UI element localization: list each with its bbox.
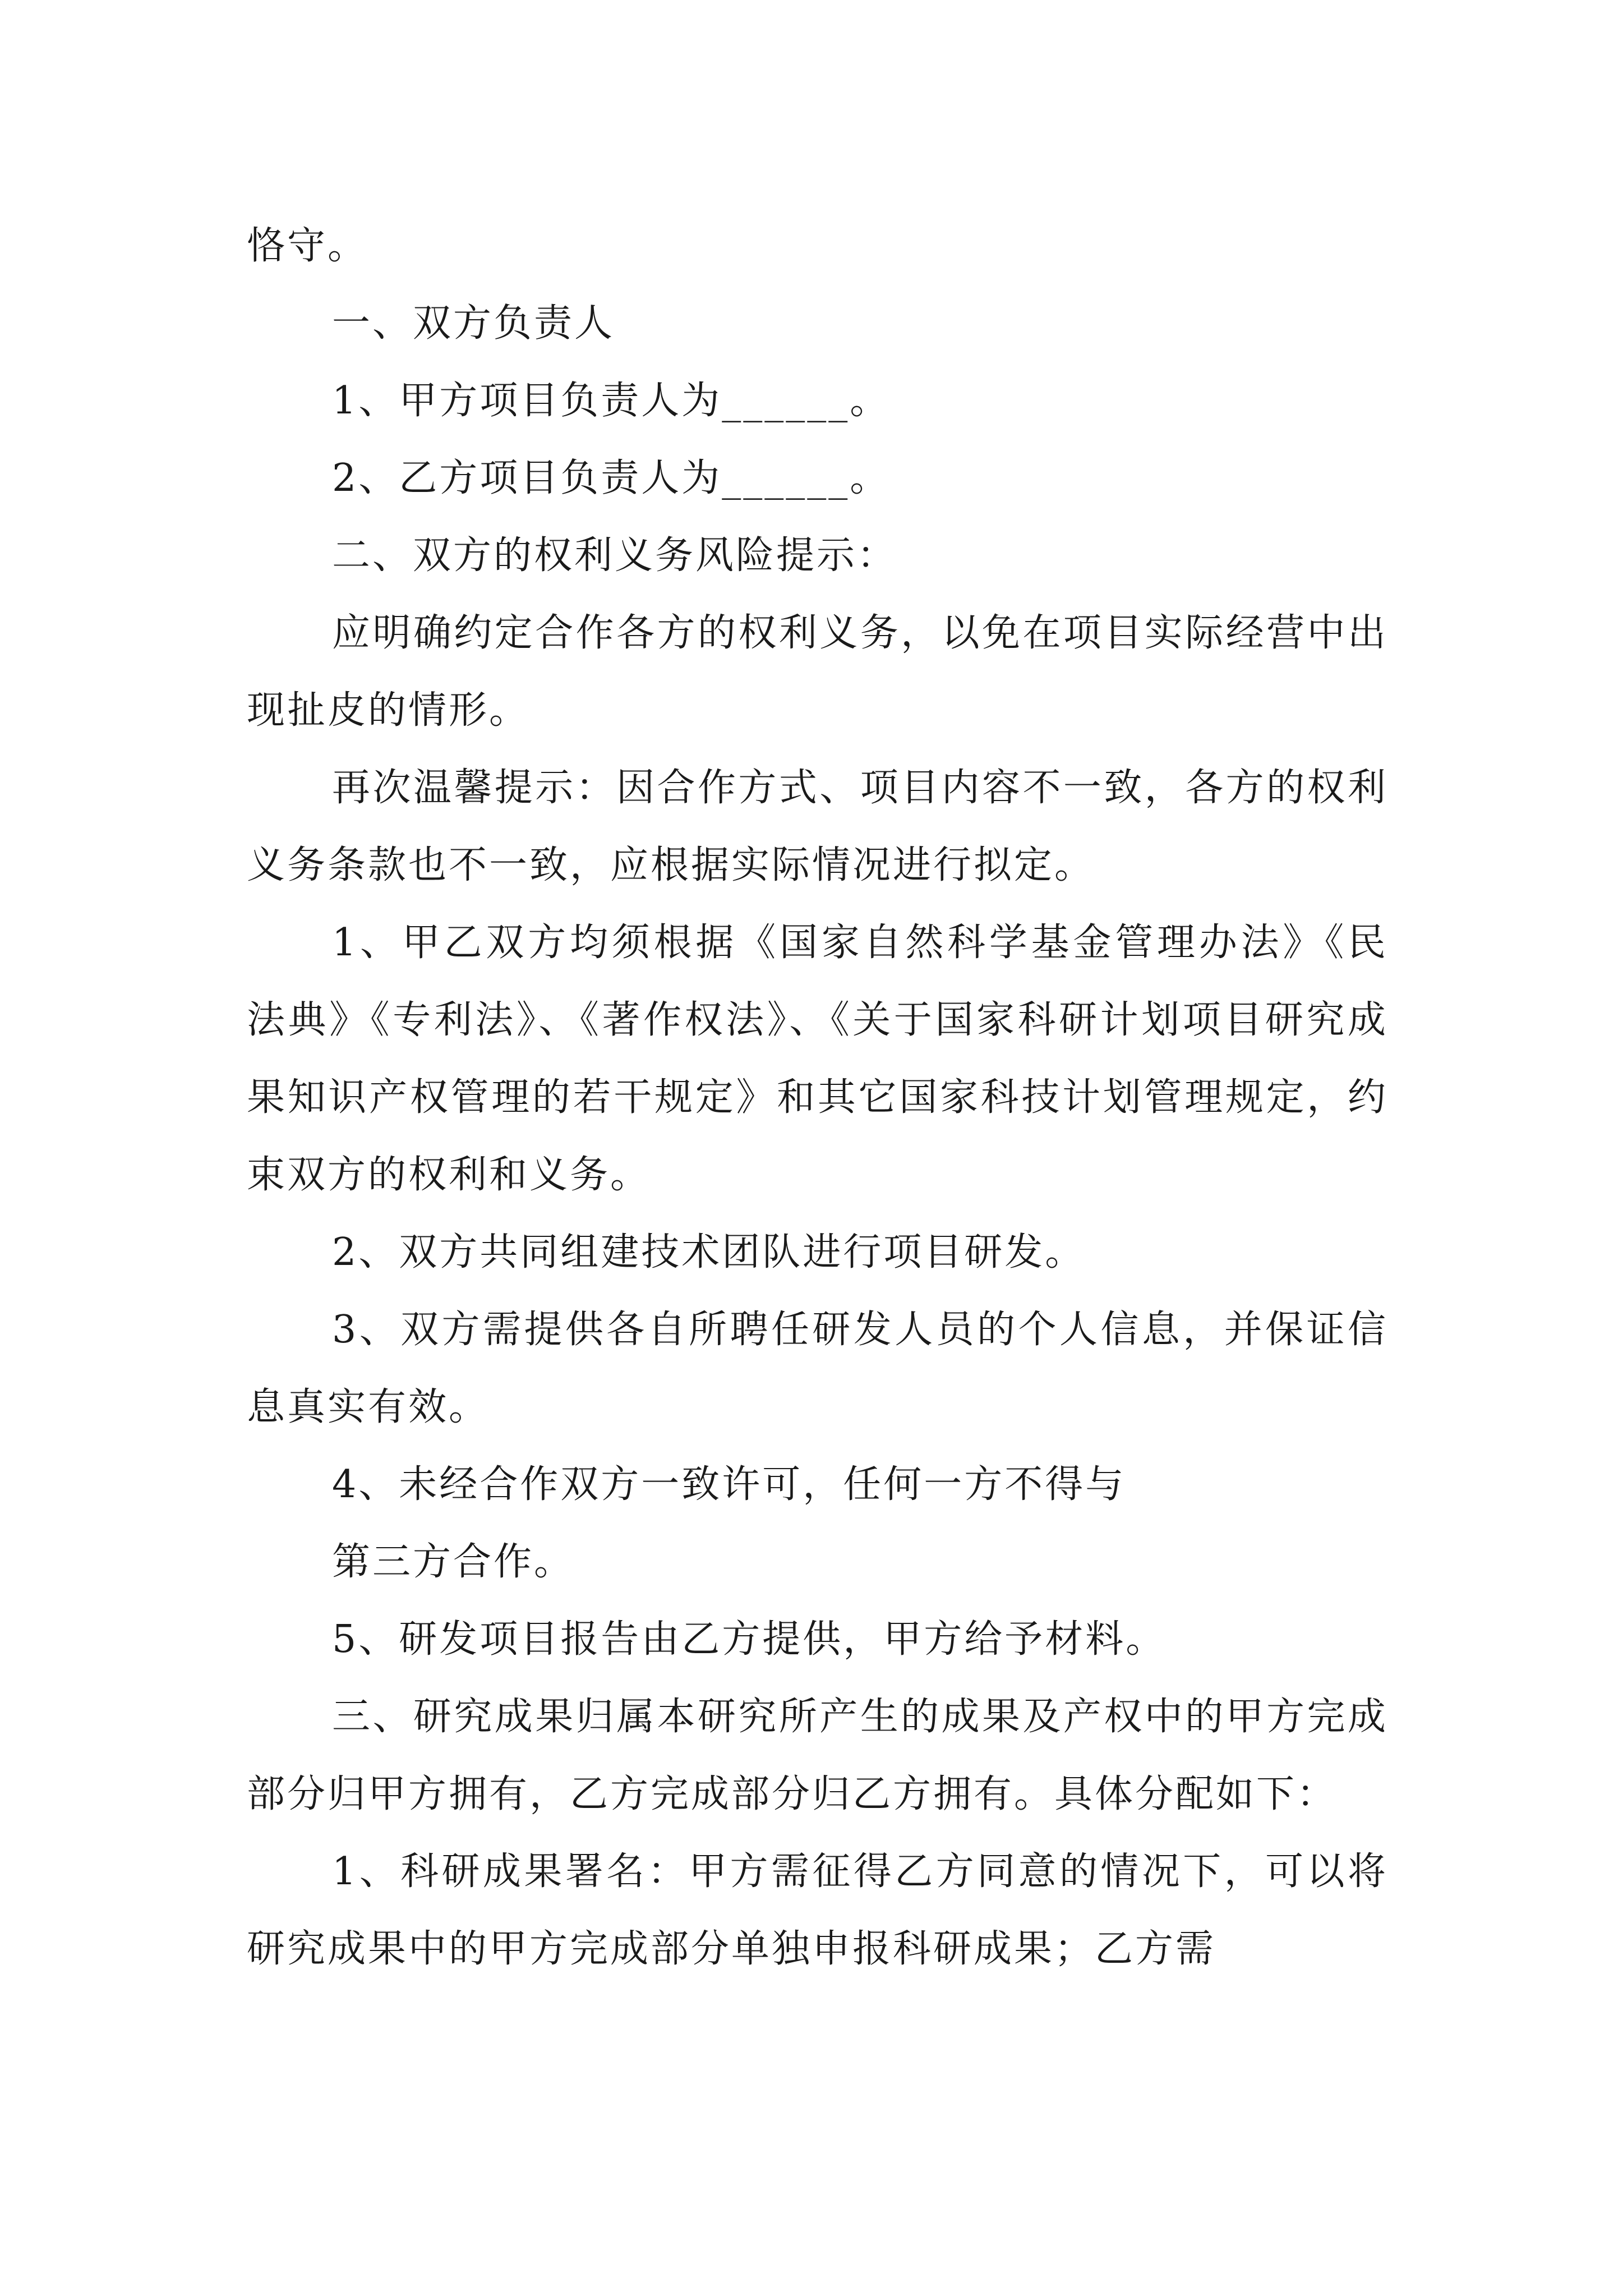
section-heading-research-results: 三、研究成果归属本研究所产生的成果及产权中的甲方完成部分归甲方拥有，乙方完成部分归乙方拥有。具体分配如下： [247, 1695, 1388, 1816]
paragraph: 1、科研成果署名：甲方需征得乙方同意的情况下，可以将研究成果中的甲方完成部分单独申报科研成果；乙方需 [247, 1849, 1388, 1971]
section-heading-responsible-persons: 一、双方负责人 [332, 301, 615, 346]
paragraph: 2、双方共同组建技术团队进行项目研发。 [332, 1230, 1086, 1274]
section-heading-rights-obligations: 二、双方的权利义务风险提示： [332, 533, 898, 578]
paragraph: 再次温馨提示：因合作方式、项目内容不一致，各方的权利义务条款也不一致，应根据实际情况进行拟定。 [247, 766, 1388, 887]
paragraph: 2、乙方项目负责人为______。 [332, 456, 891, 500]
paragraph: 1、甲方项目负责人为______。 [332, 379, 891, 423]
paragraph: 第三方合作。 [332, 1540, 575, 1584]
paragraph: 应明确约定合作各方的权利义务，以免在项目实际经营中出现扯皮的情形。 [247, 611, 1388, 733]
document-body [247, 208, 1388, 1988]
paragraph: 5、研发项目报告由乙方提供，甲方给予材料。 [332, 1617, 1166, 1662]
paragraph: 恪守。 [247, 224, 368, 268]
paragraph: 3、双方需提供各自所聘任研发人员的个人信息，并保证信息真实有效。 [247, 1308, 1388, 1429]
paragraph: 4、未经合作双方一致许可，任何一方不得与 [332, 1462, 1126, 1507]
paragraph: 1、甲乙双方均须根据《国家自然科学基金管理办法》《民法典》《专利法》、《著作权法》、《关于国家科研计划项目研究成果知识产权管理的若干规定》和其它国家科技计划管理规定，约束双方的权利和义务。 [247, 921, 1388, 1197]
